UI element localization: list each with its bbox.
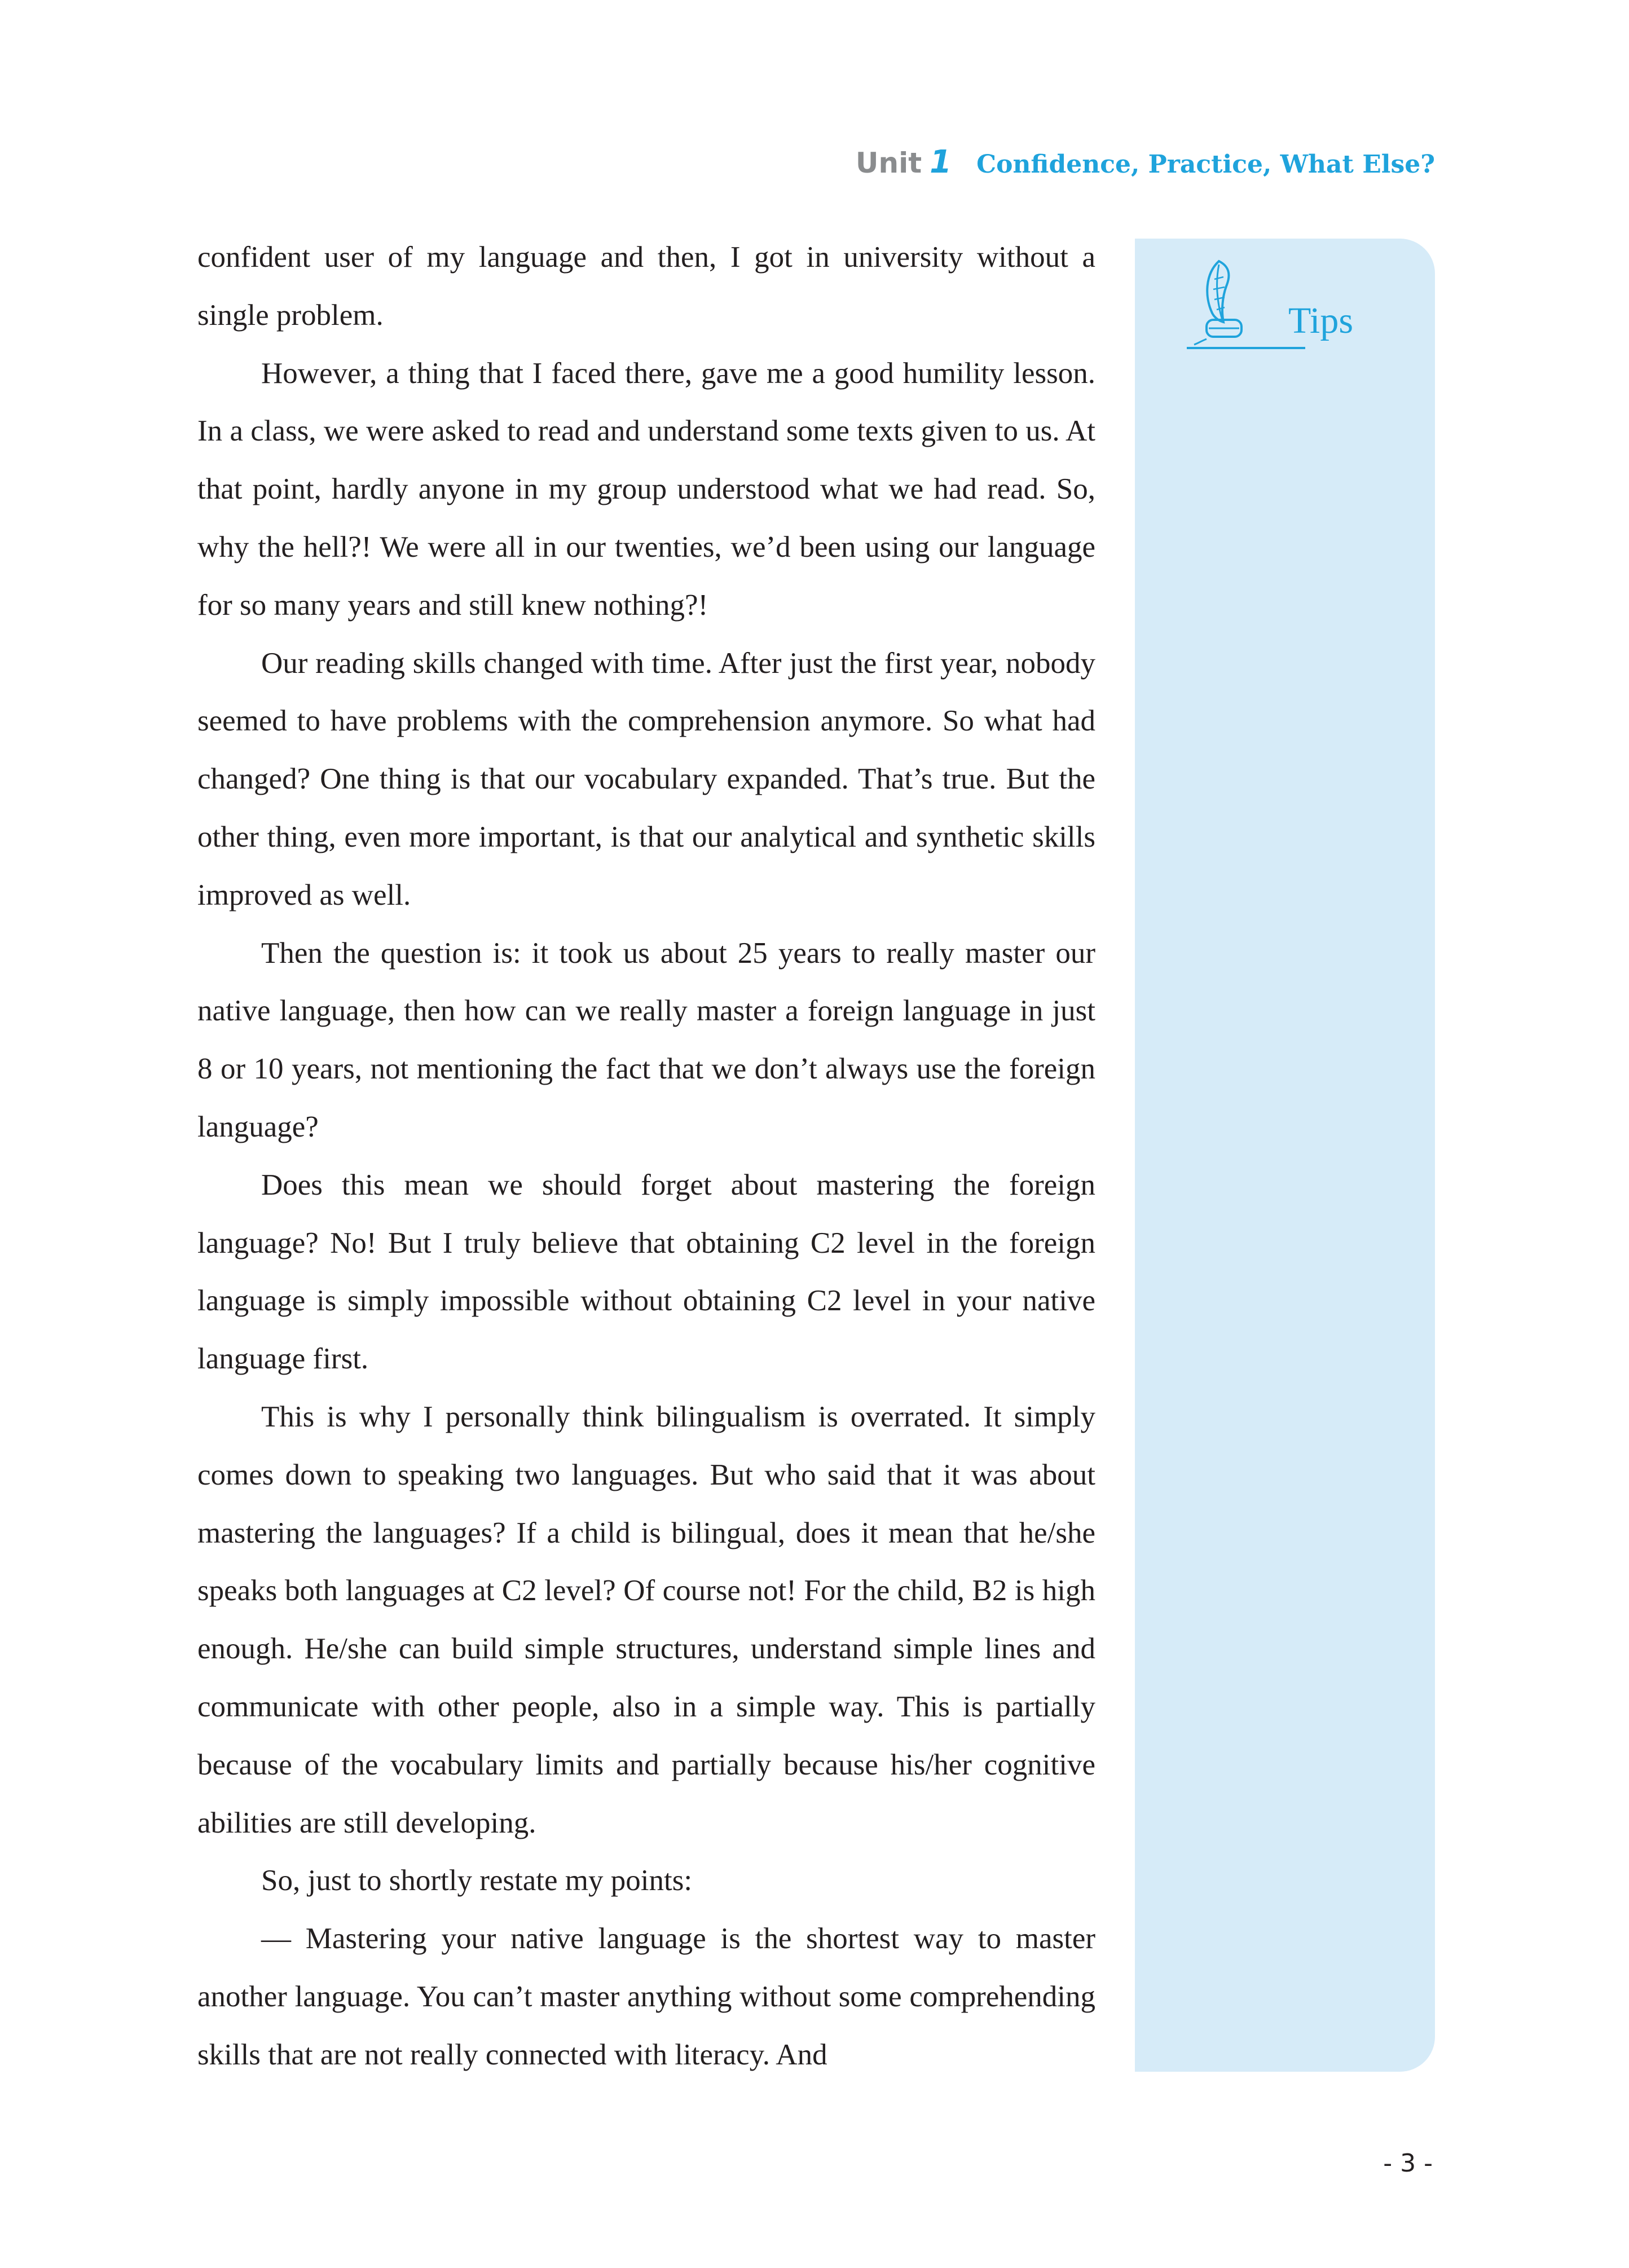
paragraph-8: — Mastering your native language is the shortest way to master another language. You can’t master anything without some comprehending skills that are not really connected with literacy. And <box>197 1922 1095 2071</box>
paragraph-5: Does this mean we should forget about mastering the foreign language? No! But I truly believe that obtaining C2 level in the foreign language is simply impossible without obtaining C2 level in your native language first. <box>197 1168 1095 1376</box>
tips-sidebar <box>1135 239 1435 2072</box>
body-text <box>197 228 1095 2084</box>
page-number: - 3 - <box>1383 2149 1433 2178</box>
unit-title: Confidence, Practice, What Else? <box>976 150 1435 179</box>
paragraph-4: Then the question is: it took us about 25 years to really master our native language, then how can we really master a foreign language in just 8 or 10 years, not mentioning the fact that we don’t always use the foreign language? <box>197 936 1095 1143</box>
unit-label: Unit <box>855 147 922 179</box>
quill-scroll-icon <box>1190 257 1252 347</box>
paragraph-7: So, just to shortly restate my points: <box>261 1864 693 1897</box>
paragraph-1: confident user of my language and then, I got in university without a single problem. <box>197 241 1095 332</box>
paragraph-2: However, a thing that I faced there, gave me a good humility lesson. In a class, we were asked to read and understand some texts given to us. At that point, hardly anyone in my group understood what we had read. So, why the hell?! We were all in our twenties, we’d been using our language for so many years and still knew nothing?! <box>197 356 1095 622</box>
paragraph-6: This is why I personally think bilingualism is overrated. It simply comes down to speaking two languages. But who said that it was about mastering the languages? If a child is bilingual, does it mean that he/she speaks both languages at C2 level? Of course not! For the child, B2 is high enough. He/she can build simple structures, understand simple lines and communicate with other people, also in a simple way. This is partially because of the vocabulary limits and partially because his/her cognitive abilities are still developing. <box>197 1400 1095 1839</box>
tips-underline <box>1187 347 1305 349</box>
paragraph-3: Our reading skills changed with time. After just the first year, nobody seemed to have problems with the comprehension anymore. So what had changed? One thing is that our vocabulary expanded. That’s true. But the other thing, even more important, is that our analytical and synthetic skills improved as well. <box>197 646 1095 911</box>
tips-label: Tips <box>1288 300 1354 341</box>
unit-number: 1 <box>930 144 952 180</box>
running-header <box>856 144 1435 189</box>
